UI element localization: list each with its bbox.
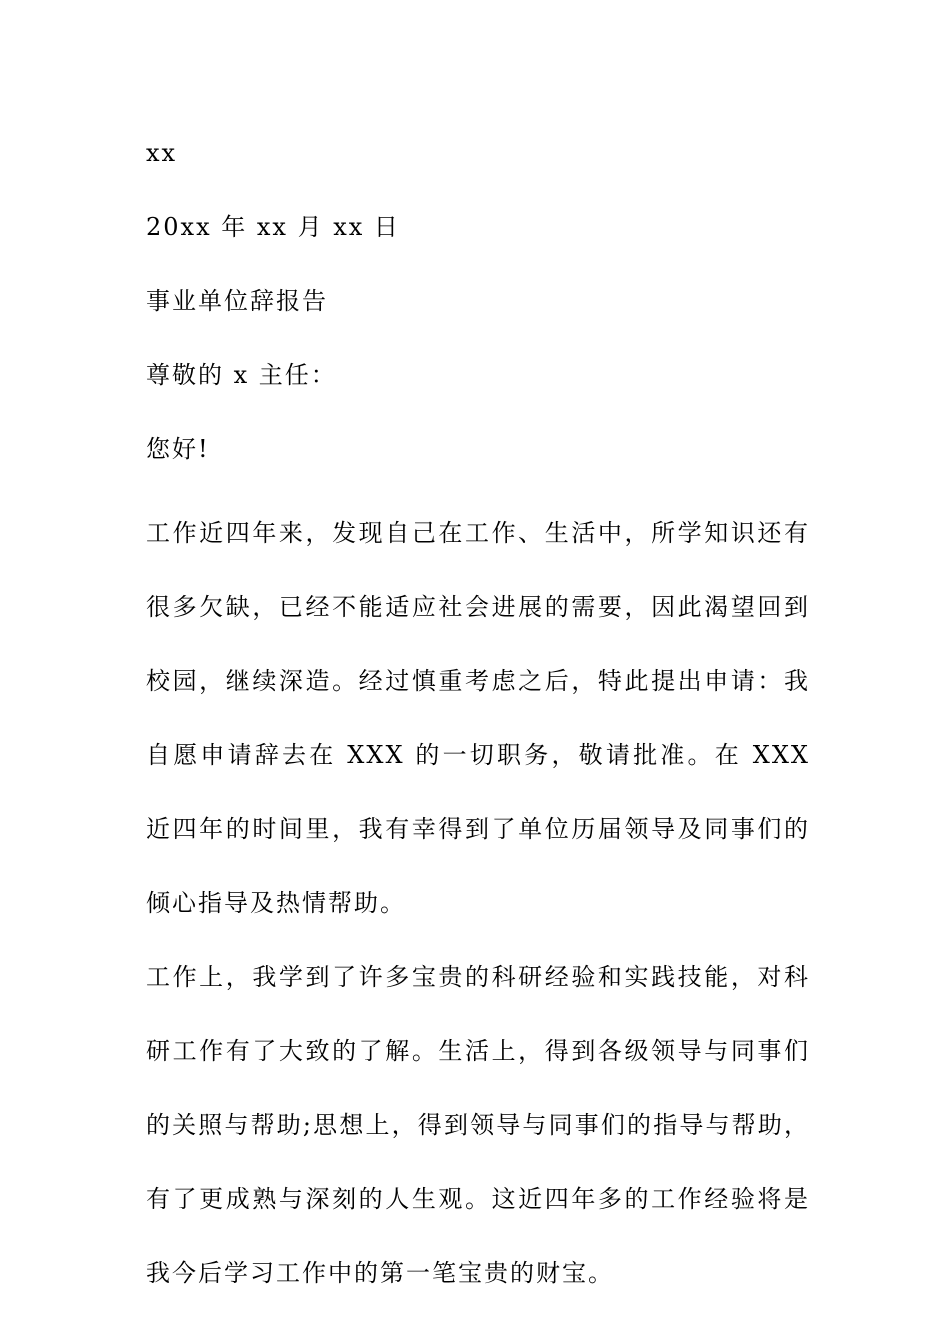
body-paragraph-1: 工作近四年来，发现自己在工作、生活中，所学知识还有很多欠缺，已经不能适应社会进展的需要，因此渴望回到校园，继续深造。经过慎重考虑之后，特此提出申请：我自愿申请辞去在 XXX 的一切职务，敬请批准。在 XXX 近四年的时间里，我有幸得到了单位历届领导及同事们的倾心指导及热情帮助。 [146,519,810,917]
letter-title: 事业单位辞报告 [146,287,328,315]
document-body [146,126,810,1310]
salutation: 尊敬的 x 主任： [146,361,337,389]
date-line: 20xx 年 xx 月 xx 日 [146,213,400,241]
greeting: 您好! [146,435,210,463]
body-paragraph-2: 工作上，我学到了许多宝贵的科研经验和实践技能，对科研工作有了大致的了解。生活上，得到各级领导与同事们的关照与帮助;思想上，得到领导与同事们的指导与帮助，有了更成熟与深刻的人生观。这近四年多的工作经验将是我今后学习工作中的第一笔宝贵的财宝。 [146,963,810,1287]
sender-line: xx [146,139,178,167]
